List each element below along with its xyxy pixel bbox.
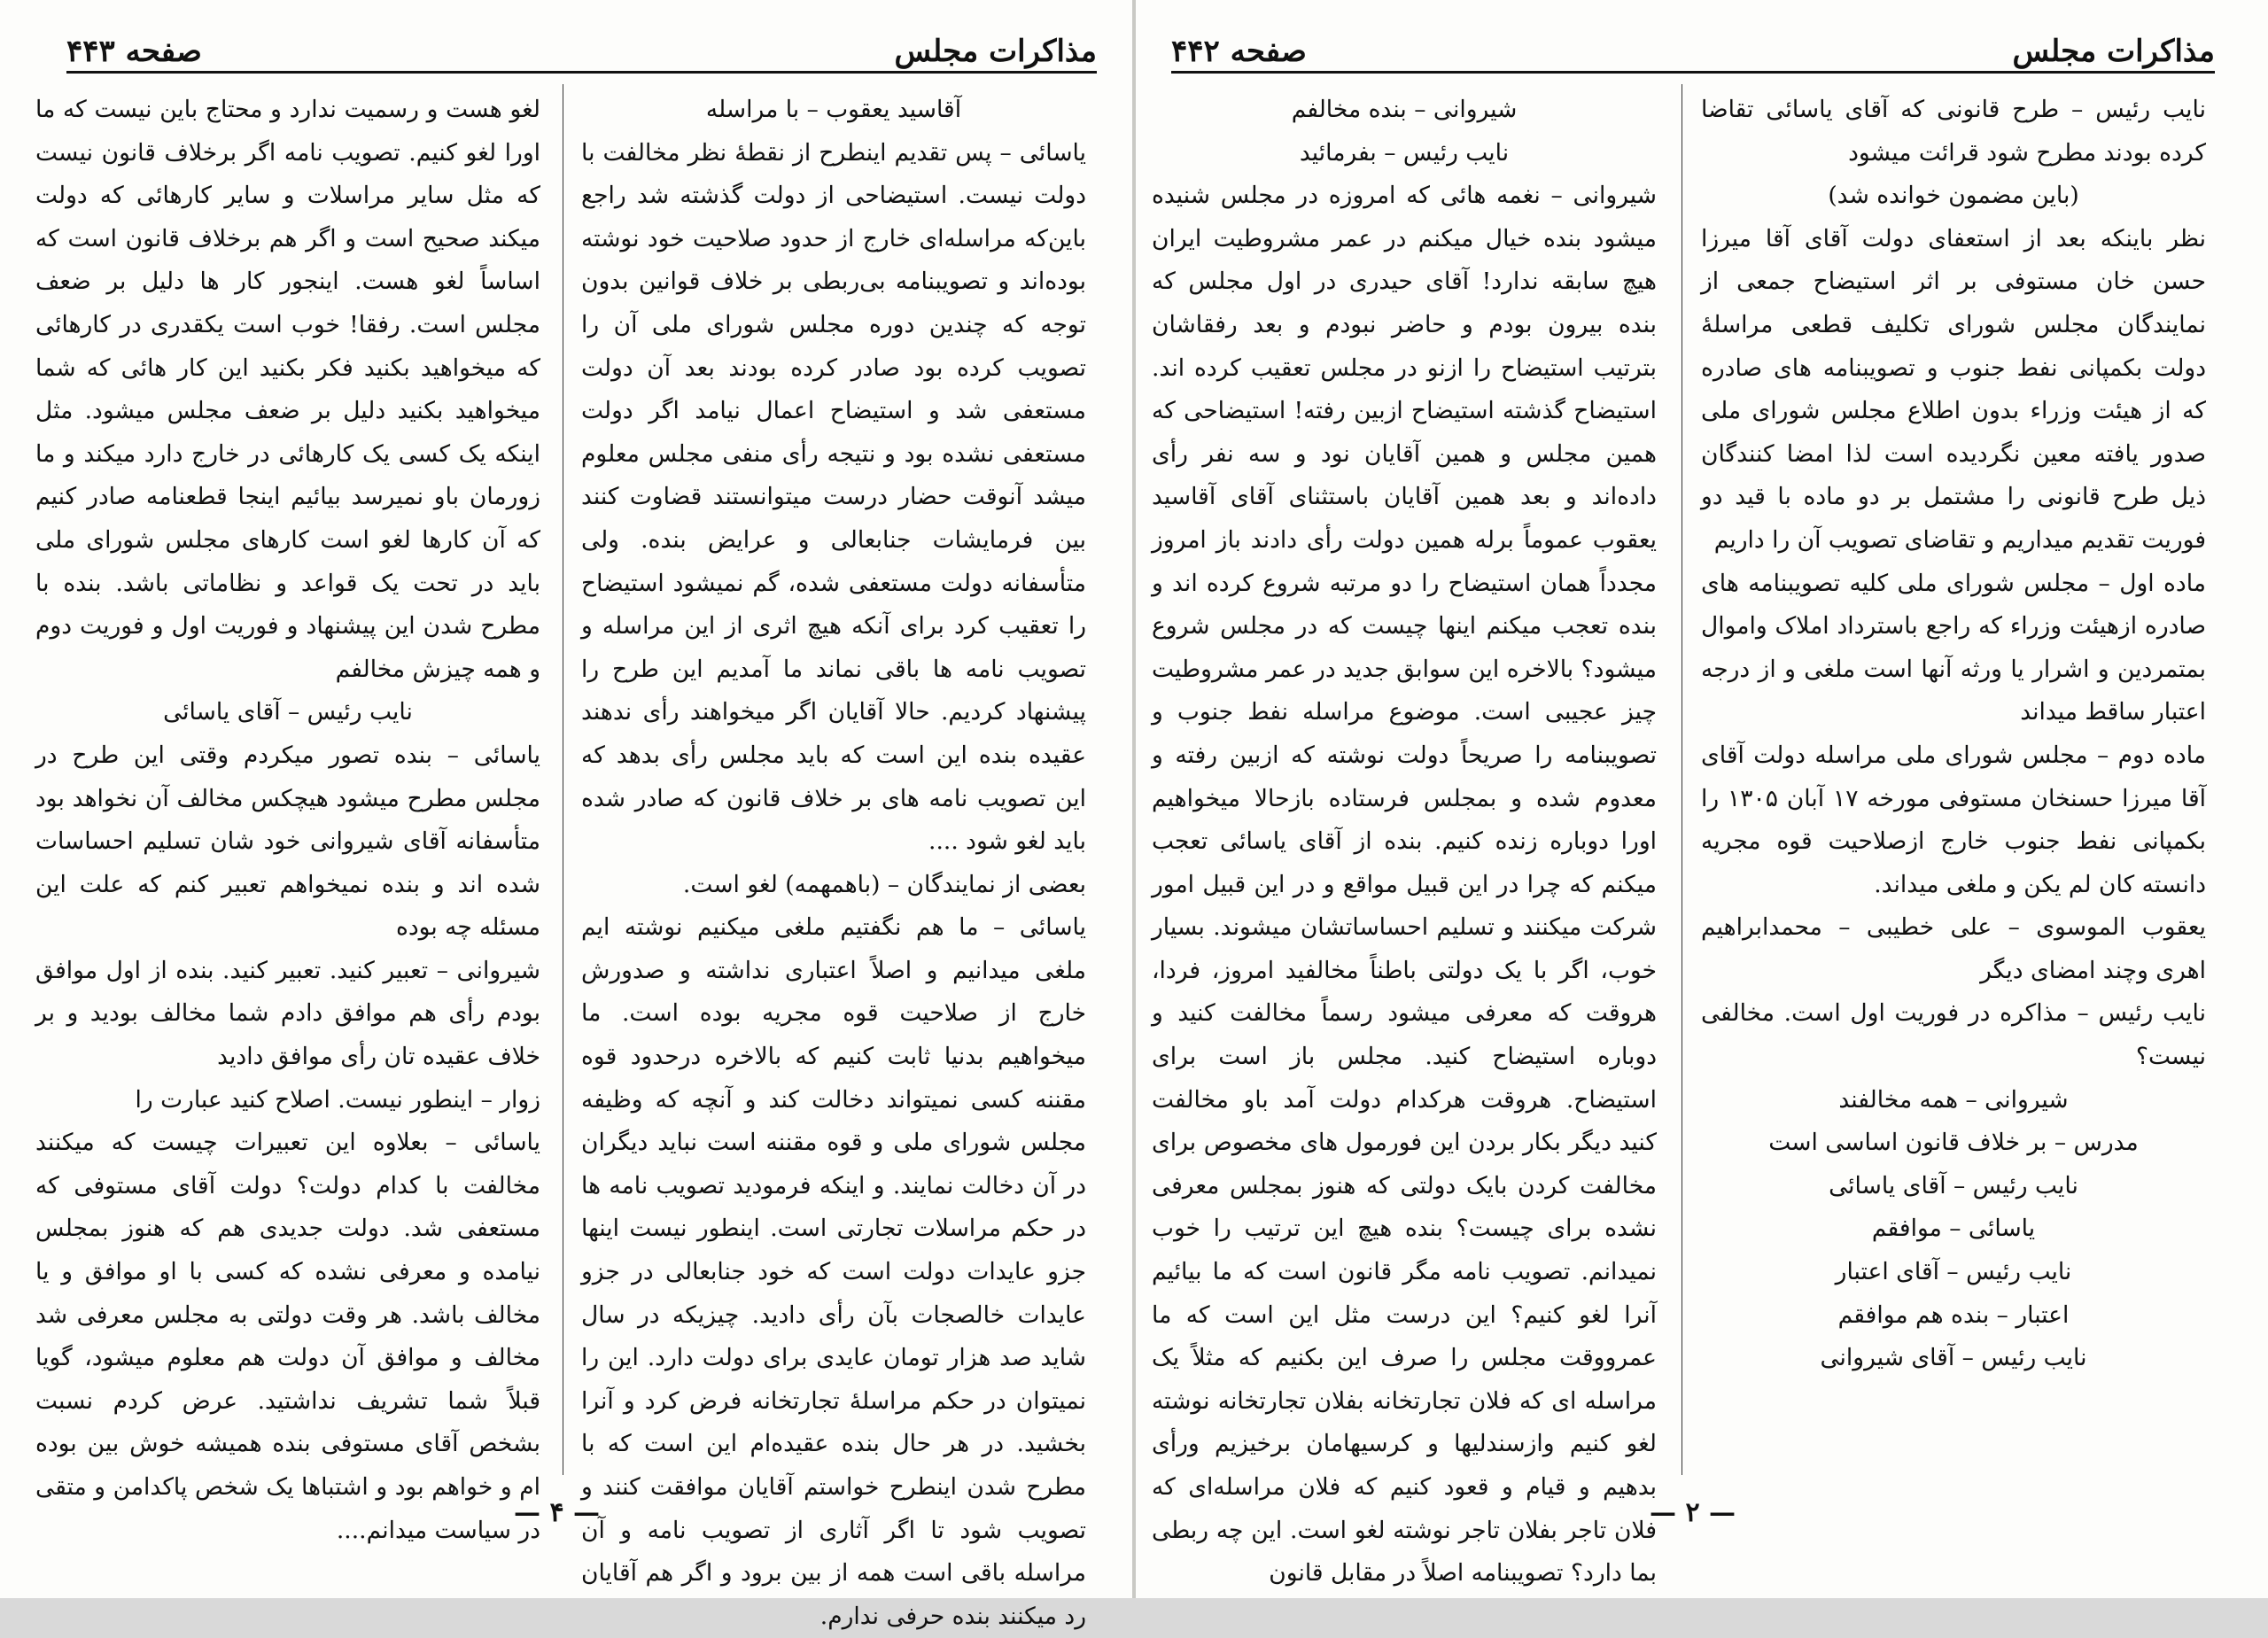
paragraph: ماده اول – مجلس شورای ملی کلیه تصویبنامه های صادره ازهیئت وزراء که راجع باسترداد املاک واموال بمتمردین و اشرار یا ورثه آنها است ملغی و از درجه اعتبار ساقط میداند [1701,569,2206,726]
paragraph: یاسائی – بعلاوه این تعبیرات چیست که میکنند مخالفت با کدام دولت؟ دولت آقای مستوفی که مستعفی شد. دولت جدیدی هم که هنوز بمجلس نیامده و معرفی نشده که کسی با او موافق و یا مخالف باشد. هر وقت دولتی به مجلس معرفی شد مخالف و موافق آن دولت هم معلوم میشود، گویا قبلاً شما تشریف نداشتید. عرض کردم نسبت بشخص آقای مستوفی بنده همیشه خوش بین بوده ام و خواهم بود و اشتباها یک شخص پاکدامن و متقی در سیاست میدانم.... [35,1129,540,1544]
paragraph: نایب رئیس – بفرمائید [1299,138,1510,167]
paragraph: شیروانی – تعبیر کنید. تعبیر کنید. بنده از اول موافق بودم رأی هم موافق دادم شما مخالف بودید و بر خلاف عقیده تان رأی موافق دادید [35,956,540,1071]
left-page-column-right [581,89,1086,1630]
paragraph: ماده دوم – مجلس شورای ملی مراسله دولت آقای آقا میرزا حسنخان مستوفی مورخه ۱۷ آبان ۱۳۰۵ را بکمپانی نفط جنوب خارج ازصلاحیت قوه مجریه دانسته کان لم یکن و ملغی میداند. [1701,741,2207,898]
paragraph: اعتبار – بنده هم موافقم [1837,1300,2070,1329]
paragraph: نظر باینکه بعد از استعفای دولت آقای آقا میرزا حسن خان مستوفی بر اثر استیضاح جمعی از نمایندگان مجلس شورای تکلیف قطعی مراسلهٔ دولت بکمپانی نفط جنوب و تصویبنامه های صادره که از هیئت وزراء بدون اطلاع مجلس شورای ملی صدور یافته معین نگردیده است لذا امضا کنندگان ذیل طرح قانونی را مشتمل بر دو ماده با قید دو فوریت تقدیم میداریم و تقاضای تصویب آن را داریم [1701,224,2206,554]
paragraph: نایب رئیس – آقای یاسائی [1829,1171,2078,1199]
paragraph: یعقوب الموسوی – علی خطیبی – محمدابراهیم اهری وچند امضای دیگر [1701,913,2206,984]
left-page-column-left [35,89,540,1544]
paragraph: شیروانی – همه مخالفند [1838,1085,2069,1114]
left-page-folio: — ۴ — [514,1497,601,1528]
left-header-rule [66,71,1097,74]
paragraph: نایب رئیس – آقای شیروانی [1820,1344,2087,1372]
right-page-column-right [1701,89,2206,1471]
paragraph: یاسائی – پس تقدیم اینطرح از نقطهٔ نظر مخالفت با دولت نیست. استیضاحی از دولت گذشته شد راجع باین‌که مراسله‌ای خارج از حدود صلاحیت خود نوشته بوده‌اند و تصویبنامه بی‌ربطی بر خلاف قوانین بدون توجه که چندین دوره مجلس شورای ملی آن را تصویب کرده بود صادر کرده بودند بعد آن دولت مستعفی شد و استیضاح اعمال نیامد اگر دولت مستعفی نشده بود و نتیجه رأی منفی مجلس معلوم میشد آنوقت حضار درست میتوانستند قضاوت کنند بین فرمایشات جنابعالی و عرایض بنده. ولی متأسفانه دولت مستعفی شده، گم نمیشود استیضاح را تعقیب کرد برای آنکه هیچ اثری از این مراسله و تصویب نامه ها باقی نماند ما آمدیم این طرح را پیشنهاد کردیم. حالا آقایان اگر میخواهند رأی ندهند عقیده بنده این است که باید مجلس رأی بدهد که این تصویب نامه های بر خلاف قانون که صادر شده باید لغو شود .... [581,138,1086,856]
right-header-rule [1171,71,2215,74]
paragraph: نایب رئیس – طرح قانونی که آقای یاسائی تقاضا کرده بودند مطرح شود قرائت میشود [1701,96,2206,167]
paragraph: یاسائی – بنده تصور میکردم وقتی این طرح در مجلس مطرح میشود هیچکس مخالف آن نخواهد بود متأسفانه آقای شیروانی خود شان تسلیم احساسات شده اند و بنده نمیخواهم تعبیر کنم که علت این مسئله چه بوده [35,741,540,942]
paragraph: بعضی از نمایندگان – (باهمهمه) لغو است. [682,870,1086,898]
paragraph: لغو هست و رسمیت ندارد و محتاج باین نیست که ما اورا لغو کنیم. تصویب نامه اگر برخلاف قانون نیست که مثل سایر مراسلات و سایر کارهائی که دولت میکند صحیح است و اگر هم برخلاف قانون است که اساساً لغو هست. اینجور کار ها دلیل بر ضعف مجلس است. رفقا! خوب است یکقدری در کارهائی که میخواهید بکنید فکر بکنید این کار هائی که شما میخواهید بکنید دلیل بر ضعف مجلس میشود. مثل اینکه یک کسی یک کارهائی در خارج دارد میکند و ما زورمان باو نمیرسد بیائیم اینجا قطعنامه صادر کنیم که آن کارها لغو است کارهای مجلس شورای ملی باید در تحت یک قواعد و نظاماتی باشد. بنده با مطرح شدن این پیشنهاد و فوریت اول و فوریت دوم و همه چیزش مخالفم [35,96,540,683]
left-page-number: صفحه ۴۴۳ [66,34,202,69]
right-page-number: صفحه ۴۴۲ [1171,34,1307,69]
right-page-column-left [1152,89,1657,1588]
right-page [1136,0,2268,1598]
paragraph: یاسائی – موافقم [1871,1215,2036,1243]
paragraph: نایب رئیس – آقای یاسائی [163,698,413,726]
left-page-header [66,19,1097,69]
paragraph: نایب رئیس – آقای اعتبار [1835,1258,2072,1286]
left-page-title: مذاکرات مجلس [894,34,1097,69]
paragraph: زوار – اینطور نیست. اصلاح کنید عبارت را [135,1085,540,1114]
paragraph: مدرس – بر خلاف قانون اساسی است [1768,1129,2139,1157]
right-page-title: مذاکرات مجلس [2012,34,2215,69]
paragraph: (باین مضمون خوانده شد) [1828,182,2079,210]
paragraph: شیروانی – بنده مخالفم [1291,96,1518,123]
paragraph: یاسائی – ما هم نگفتیم ملغی میکنیم نوشته ایم ملغی میدانیم و اصلاً اعتباری نداشته و صدورش خارج از صلاحیت قوه مجریه بوده است. ما میخواهیم بدنیا ثابت کنیم که بالاخره درحدود قوه مقننه کسی نمیتواند دخالت کند و آنچه که وظیفه مجلس شورای ملی و قوه مقننه است نباید دیگران در آن دخالت نمایند. و اینکه فرمودید تصویب نامه ها در حکم مراسلات تجارتی است. اینطور نیست اینها جزو عایدات دولت است که خود جنابعالی در جزو عایدات خالصجات بآن رأی دادید. چیزیکه در سال شاید صد هزار تومان عایدی برای دولت دارد. این را نمیتوان در حکم مراسلهٔ تجارتخانه فرض کرد و آنرا بخشید. در هر حال بنده عقیده‌ام این است که با مطرح شدن اینطرح خواستم آقایان موافقت کنند و تصویب شود تا اگر آثاری از تصویب نامه و آن مراسله باقی است همه از بین برود و اگر هم آقایان رد میکنند بنده حرفی ندارم. [581,913,1086,1630]
paragraph: شیروانی – نغمه هائی که امروزه در مجلس شنیده میشود بنده خیال میکنم در عمر مشروطیت ایران هیچ سابقه ندارد! آقای حیدری در اول مجلس که بنده بیرون بودم و حاضر نبودم و بعد رفقاشان بترتیب استیضاح را ازنو در مجلس تعقیب کرده اند. استیضاح گذشته استیضاح ازبین رفته! استیضاحی که همین مجلس و همین آقایان نود و سه نفر رأی داده‌اند و بعد همین آقایان باستثنای آقای آقاسید یعقوب عموماً برله همین دولت رأی دادند باز امروز مجدداً همان استیضاح را دو مرتبه شروع کرده اند و بنده تعجب میکنم اینها چیست که در مجلس شروع میشود؟ بالاخره این سوابق جدید در عمر مشروطیت چیز عجیبی است. موضوع مراسله نفط جنوب و تصویبنامه را صریحاً دولت نوشته که ازبین رفته و معدوم شده و بمجلس فرستاده بازحالا میخواهیم اورا دوباره زنده کنیم. بنده از آقای یاسائی تعجب میکنم که چرا در این قبیل مواقع و در این قبیل امور شرکت میکنند و تسلیم احساساتشان میشوند. بسیار خوب، اگر با یک دولتی باطناً مخالفید امروز، فردا، هروقت که معرفی میشود رسماً مخالفت کنید و دوباره استیضاح کنید. مجلس باز است برای استیضاح. هروقت هرکدام دولت آمد باو مخالفت کنید دیگر بکار بردن این فورمول های مخصوص برای مخالفت کردن بایک دولتی که هنوز بمجلس معرفی نشده برای چیست؟ بنده هیچ این ترتیب را خوب نمیدانم. تصویب نامه مگر قانون است که ما بیائیم آنرا لغو کنیم؟ این درست مثل این است که ما عمرووقت مجلس را صرف این بکنیم که مثلاً یک مراسله ای که فلان تجارتخانه بفلان تجارتخانه نوشته لغو کنیم وازسندلیها و کرسیهامان برخیزیم ورأی بدهیم و قیام و قعود کنیم که فلان مراسله‌ای که فلان تاجر بفلان تاجر نوشته لغو است. این چه ربطی بما دارد؟ تصویبنامه اصلاً در مقابل قانون [1152,182,1657,1588]
paragraph: آقاسید یعقوب – با مراسله [705,96,962,123]
paragraph: نایب رئیس – مذاکره در فوریت اول است. مخالفی نیست؟ [1701,999,2206,1071]
left-page [0,0,1132,1630]
right-page-header [1171,19,2215,69]
right-page-folio: — ۲ — [1650,1497,1736,1528]
